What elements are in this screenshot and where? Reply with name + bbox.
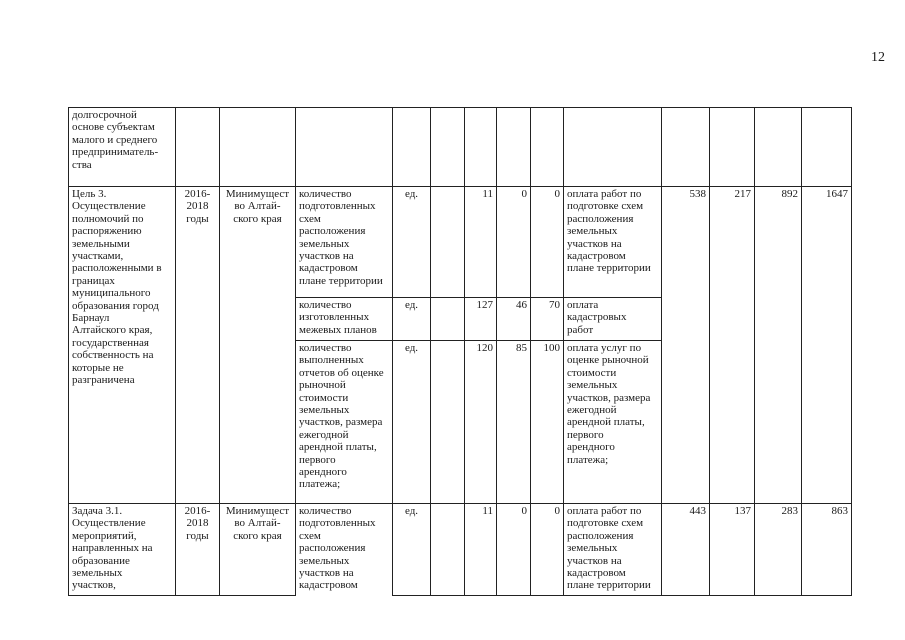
measure-cell: оплата кадастровых работ bbox=[564, 298, 662, 341]
indicator-name-cell: количество подготовленных схем расположения земельных участков на кадастровом bbox=[296, 504, 393, 596]
measure-cell: оплата услуг по оценке рыночной стоимости земельных участков, размера ежегодной арендной платы, первого арендного платежа; bbox=[564, 341, 662, 504]
measure-cell: оплата работ по подготовке схем расположения земельных участков на кадастровом плане территории bbox=[564, 187, 662, 298]
table-row-continuation bbox=[69, 108, 852, 187]
unit-cell: ед. bbox=[393, 504, 431, 596]
measure-cell: оплата работ по подготовке схем расположения земельных участков на кадастровом плане территории bbox=[564, 504, 662, 596]
value-2018-cell: 0 bbox=[531, 504, 564, 596]
indicator-name-cell: количество изготовленных межевых планов bbox=[296, 298, 393, 341]
value-2018-cell: 70 bbox=[531, 298, 564, 341]
executor-cell: Минимущест во Алтай- ского края bbox=[220, 504, 296, 596]
period-cell: 2016- 2018 годы bbox=[176, 504, 220, 596]
empty-cell bbox=[393, 108, 431, 187]
finance-2017-cell: 217 bbox=[710, 187, 755, 504]
indicator-name-cell: количество выполненных отчетов об оценке рыночной стоимости земельных участков, размера ежегодной арендной платы, первого арендного платежа; bbox=[296, 341, 393, 504]
empty-cell bbox=[431, 504, 465, 596]
period-cell: 2016- 2018 годы bbox=[176, 187, 220, 504]
table-row-task31 bbox=[69, 504, 852, 596]
finance-2016-cell: 538 bbox=[662, 187, 710, 504]
finance-total-cell: 1647 bbox=[802, 187, 852, 504]
value-2018-cell: 0 bbox=[531, 187, 564, 298]
value-2016-cell: 11 bbox=[465, 504, 497, 596]
finance-total-cell: 863 bbox=[802, 504, 852, 596]
indicator-name-cell: количество подготовленных схем расположения земельных участков на кадастровом плане территории bbox=[296, 187, 393, 298]
empty-cell bbox=[431, 187, 465, 298]
empty-cell bbox=[296, 108, 393, 187]
value-2018-cell: 100 bbox=[531, 341, 564, 504]
value-2016-cell: 127 bbox=[465, 298, 497, 341]
unit-cell: ед. bbox=[393, 341, 431, 504]
value-2017-cell: 46 bbox=[497, 298, 531, 341]
value-2016-cell: 120 bbox=[465, 341, 497, 504]
empty-cell bbox=[564, 108, 662, 187]
finance-2018-cell: 892 bbox=[755, 187, 802, 504]
value-2016-cell: 11 bbox=[465, 187, 497, 298]
table-row-goal3-indicator1 bbox=[69, 187, 852, 298]
unit-cell: ед. bbox=[393, 187, 431, 298]
program-table bbox=[68, 107, 852, 596]
goal-text-cell: долгосрочной основе субъектам малого и среднего предприниматель- ства bbox=[69, 108, 176, 187]
empty-cell bbox=[176, 108, 220, 187]
finance-2018-cell: 283 bbox=[755, 504, 802, 596]
goal-title-cell: Цель 3. Осуществление полномочий по распоряжению земельными участками, расположенными в границах муниципального образования город Барнаул Алтайского края, государственная собственность на которые не разграничена bbox=[69, 187, 176, 504]
empty-cell bbox=[755, 108, 802, 187]
empty-cell bbox=[662, 108, 710, 187]
value-2017-cell: 0 bbox=[497, 187, 531, 298]
value-2017-cell: 85 bbox=[497, 341, 531, 504]
empty-cell bbox=[431, 108, 465, 187]
empty-cell bbox=[465, 108, 497, 187]
task-title-cell: Задача 3.1. Осуществление мероприятий, направленных на образование земельных участков, bbox=[69, 504, 176, 596]
empty-cell bbox=[802, 108, 852, 187]
empty-cell bbox=[710, 108, 755, 187]
empty-cell bbox=[497, 108, 531, 187]
unit-cell: ед. bbox=[393, 298, 431, 341]
value-2017-cell: 0 bbox=[497, 504, 531, 596]
empty-cell bbox=[431, 298, 465, 341]
empty-cell bbox=[531, 108, 564, 187]
executor-cell: Минимущест во Алтай- ского края bbox=[220, 187, 296, 504]
empty-cell bbox=[220, 108, 296, 187]
page-number: 12 bbox=[871, 50, 885, 65]
finance-2017-cell: 137 bbox=[710, 504, 755, 596]
finance-2016-cell: 443 bbox=[662, 504, 710, 596]
empty-cell bbox=[431, 341, 465, 504]
